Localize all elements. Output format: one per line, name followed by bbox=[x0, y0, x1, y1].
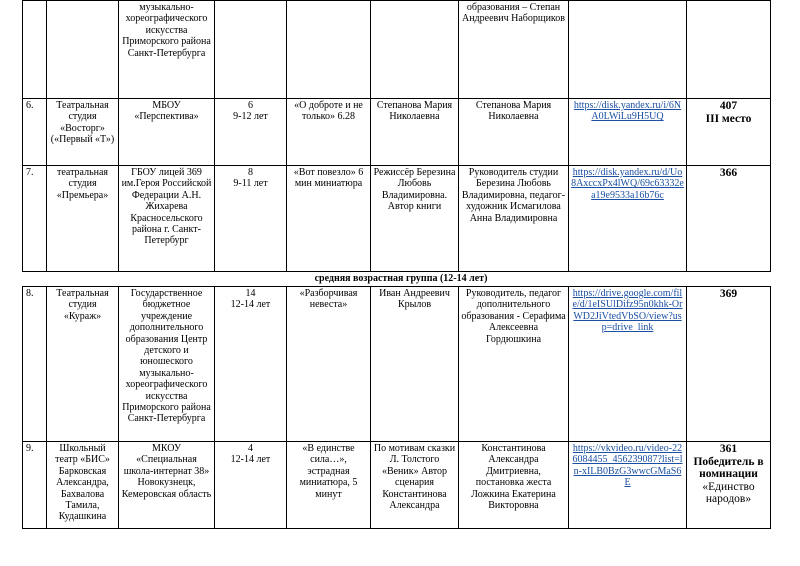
video-link[interactable]: https://disk.yandex.ru/d/Uo8AxccxPx4lWQ/69c63332ea19e9533a16b76c bbox=[571, 167, 684, 201]
organization: МКОУ «Специальная школа-интернат 38» Новокузнецк, Кемеровская область bbox=[121, 443, 212, 500]
participants-age: 6 9-12 лет bbox=[233, 100, 268, 123]
score-value: 361 bbox=[719, 443, 738, 455]
director: Руководитель студии Березина Любовь Владимировна, педагог-художник Исмагилова Анна Владимировна bbox=[461, 167, 566, 224]
performance-title-cell bbox=[287, 287, 371, 442]
author-cell bbox=[371, 287, 459, 442]
score-value: 369 bbox=[719, 288, 738, 300]
collective-name: Театральная студия «Кураж» bbox=[56, 288, 109, 322]
collective-name-cell bbox=[47, 287, 119, 442]
row-number-cell bbox=[23, 166, 47, 272]
table-row bbox=[23, 166, 771, 272]
collective-name-cell bbox=[47, 99, 119, 166]
video-link-cell[interactable] bbox=[569, 99, 687, 166]
performance-title: «О доброте и не только» 6.28 bbox=[294, 100, 363, 123]
table-row bbox=[23, 287, 771, 442]
participants-age: 8 9-11 лет bbox=[233, 167, 268, 190]
collective-name-cell bbox=[47, 442, 119, 529]
row-number: 9. bbox=[26, 443, 34, 454]
collective-name-cell bbox=[47, 166, 119, 272]
participants-age-cell bbox=[215, 287, 287, 442]
performance-title-cell bbox=[287, 442, 371, 529]
score-cell bbox=[687, 1, 771, 99]
row-number: 7. bbox=[26, 167, 34, 178]
organization-cell bbox=[119, 166, 215, 272]
director-cell bbox=[459, 1, 569, 99]
score-value: 407 bbox=[719, 100, 738, 112]
director-cell bbox=[459, 287, 569, 442]
video-link[interactable]: https://drive.google.com/file/d/1eISUlDifz95n0khk-OrWD2JiVtedVbSO/view?usp=drive_link bbox=[572, 288, 683, 334]
performance-title-cell bbox=[287, 166, 371, 272]
organization: Государственное бюджетное учреждение дополнительного образования Центр детского и юношеского музыкально-хореографического искусства Приморского района Санкт-Петербурга bbox=[122, 288, 211, 425]
author-cell bbox=[371, 1, 459, 99]
organization-cell bbox=[119, 99, 215, 166]
participants-age-cell bbox=[215, 442, 287, 529]
video-link-cell[interactable] bbox=[569, 442, 687, 529]
video-link-cell[interactable] bbox=[569, 166, 687, 272]
organization: ГБОУ лицей 369 им.Героя Российской Федерации А.Н. Жихарева Красносельского района г. Санкт-Петербург bbox=[121, 167, 212, 247]
row-number-cell bbox=[23, 99, 47, 166]
author: По мотивам сказки Л. Толстого «Веник» Автор сценария Константинова Александра bbox=[373, 443, 456, 512]
participants-age-cell bbox=[215, 99, 287, 166]
score-value: 366 bbox=[719, 167, 738, 179]
collective-name-cell bbox=[47, 1, 119, 99]
row-number: 8. bbox=[26, 288, 34, 299]
participants-age-cell bbox=[215, 1, 287, 99]
collective-name: Школьный театр «БИС» Барковская Александра, Бахвалова Тамила, Кудашкина bbox=[55, 443, 110, 523]
score-cell bbox=[687, 99, 771, 166]
organization-cell bbox=[119, 287, 215, 442]
director-cell bbox=[459, 442, 569, 529]
video-link-cell[interactable] bbox=[569, 1, 687, 99]
director: Константинова Александра Дмитриевна, постановка жеста Ложкина Екатерина Викторовна bbox=[471, 443, 556, 512]
organization-cell bbox=[119, 1, 215, 99]
row-number-cell bbox=[23, 442, 47, 529]
author: Иван Андреевич Крылов bbox=[379, 288, 450, 311]
collective-name: театральная студия «Премьера» bbox=[56, 167, 109, 201]
participants-age: 4 12-14 лет bbox=[230, 443, 271, 466]
performance-title: «Вот повезло» 6 мин миниатюра bbox=[293, 167, 364, 190]
award: III место bbox=[705, 112, 752, 125]
performance-title-cell bbox=[287, 99, 371, 166]
table-row bbox=[23, 99, 771, 166]
director: образования – Степан Андреевич Наборщиков bbox=[461, 2, 565, 25]
score-cell bbox=[687, 166, 771, 272]
participants-age: 14 12-14 лет bbox=[230, 288, 271, 311]
award: Победитель в номинации bbox=[693, 455, 764, 480]
nomination: «Единство народов» bbox=[702, 480, 755, 505]
director-cell bbox=[459, 166, 569, 272]
row-number-cell bbox=[23, 287, 47, 442]
organization: МБОУ «Перспектива» bbox=[134, 100, 199, 123]
author-cell bbox=[371, 166, 459, 272]
author: Степанова Мария Николаевна bbox=[376, 100, 453, 123]
video-link[interactable]: https://disk.yandex.ru/i/6NA0LWiLu9H5UQ bbox=[573, 100, 682, 123]
director-cell bbox=[459, 99, 569, 166]
performance-title: «Разборчивая невеста» bbox=[299, 288, 358, 311]
author-cell bbox=[371, 99, 459, 166]
performance-title-cell bbox=[287, 1, 371, 99]
organization: музыкально-хореографического искусства Приморского района Санкт-Петербурга bbox=[122, 2, 211, 59]
score-cell bbox=[687, 442, 771, 529]
performance-title: «В единстве сила…», эстрадная миниатюра, 5 минут bbox=[299, 443, 358, 500]
participants-age-cell bbox=[215, 166, 287, 272]
video-link[interactable]: https://vkvideo.ru/video-226084455_456239087?list=ln-xILB0BzG3wwcGMaS6E bbox=[572, 443, 683, 489]
organization-cell bbox=[119, 442, 215, 529]
author: Режиссёр Березина Любовь Владимировна. Автор книги bbox=[373, 167, 456, 213]
video-link-cell[interactable] bbox=[569, 287, 687, 442]
results-table-bottom bbox=[22, 286, 771, 529]
table-row bbox=[23, 442, 771, 529]
score-cell bbox=[687, 287, 771, 442]
director: Степанова Мария Николаевна bbox=[475, 100, 552, 123]
row-number-cell bbox=[23, 1, 47, 99]
age-group-heading: средняя возрастная группа (12-14 лет) bbox=[314, 273, 488, 284]
collective-name: Театральная студия «Восторг» («Первый «Т») bbox=[50, 100, 115, 146]
director: Руководитель, педагог дополнительного образования - Серафима Алексеевна Гордюшкина bbox=[461, 288, 566, 345]
table-row bbox=[23, 1, 771, 99]
row-number: 6. bbox=[26, 100, 34, 111]
results-table-top bbox=[22, 0, 771, 272]
author-cell bbox=[371, 442, 459, 529]
